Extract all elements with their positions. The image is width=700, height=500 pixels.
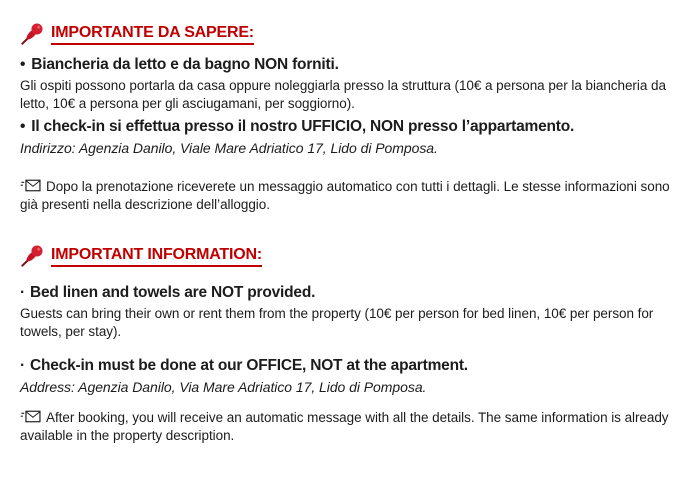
point-text: Biancheria da letto e da bagno NON forniti. [31,56,339,73]
bullet-point [20,355,680,376]
pushpin-icon [20,244,44,268]
bullet-marker: • [20,56,26,73]
section-heading: IMPORTANTE DA SAPERE: [51,23,254,45]
envelope-icon [20,409,41,424]
detail-paragraph: Gli ospiti possono portarla da casa oppure noleggiarla presso la struttura (10€ a persona per la biancheria da letto, 10€ a persona per gli asciugamani, per soggiorno). [20,78,666,111]
detail-paragraph: Guests can bring their own or rent them from the property (10€ per person for bed linen, 10€ per person for towels, per stay). [20,306,654,339]
section-heading-row [20,22,680,46]
note-text: Dopo la prenotazione riceverete un messaggio automatico con tutti i dettagli. Le stesse informazioni sono già presenti nella descrizione dell’alloggio. [20,179,670,212]
note-text: After booking, you will receive an automatic message with all the details. The same information is already available in the property description. [20,410,669,443]
pushpin-icon [20,22,44,46]
section-english [20,244,680,445]
note-paragraph [20,409,680,445]
section-heading-row [20,244,680,268]
address-line: Indirizzo: Agenzia Danilo, Viale Mare Adriatico 17, Lido di Pomposa. [20,140,438,156]
bullet-point [20,54,680,75]
address-line: Address: Agenzia Danilo, Via Mare Adriatico 17, Lido di Pomposa. [20,379,427,395]
note-paragraph [20,178,680,214]
bullet-point [20,282,680,303]
bullet-marker: · [20,357,25,374]
point-text: Check-in must be done at our OFFICE, NOT at the apartment. [29,357,468,374]
point-text: Bed linen and towels are NOT provided. [29,284,316,301]
bullet-marker: • [20,118,26,135]
envelope-icon [20,178,41,193]
point-text: Il check-in si effettua presso il nostro UFFICIO, NON presso l’appartamento. [31,118,575,135]
section-italian [20,22,680,214]
bullet-marker: · [20,284,25,301]
bullet-point [20,116,680,137]
section-heading: IMPORTANT INFORMATION: [51,245,262,267]
